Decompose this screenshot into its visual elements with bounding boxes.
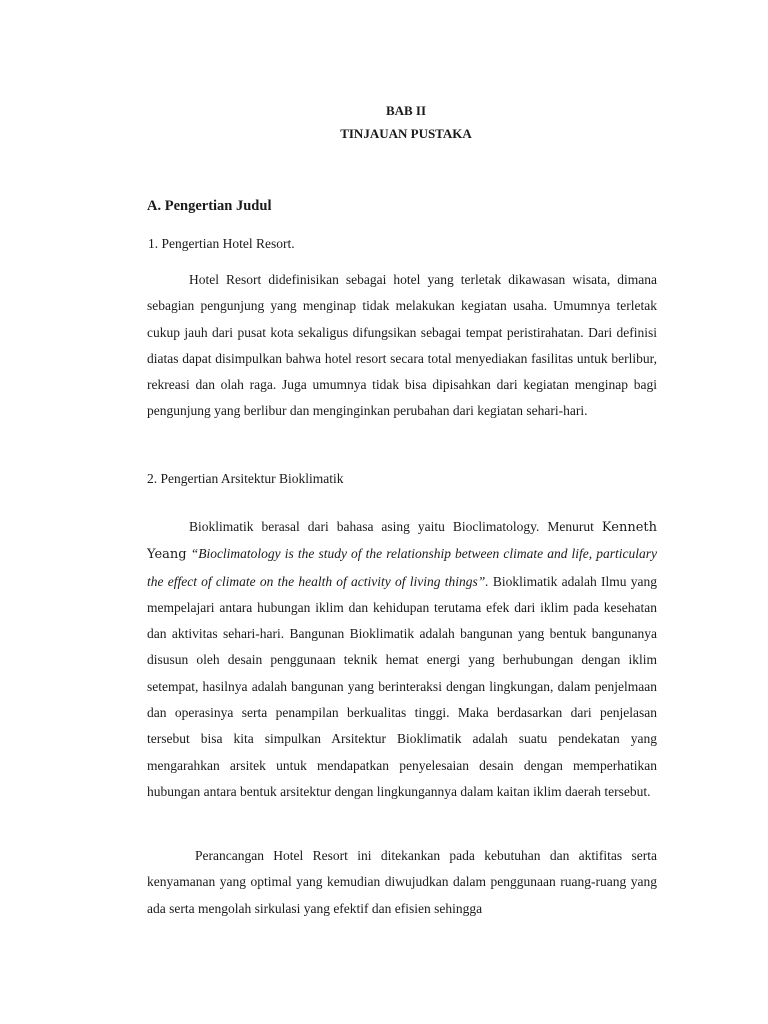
paragraph-hotel-resort: Hotel Resort didefinisikan sebagai hotel yang terletak dikawasan wisata, dimana sebagian pengunjung yang menginap tidak melakukan kegiatan usaha. Umumnya terletak cukup jauh dari pusat kota sekaligus difungsikan sebagai tempat peristirahatan. Dari definisi diatas dapat disimpulkan bahwa hotel resort secara total menyediakan fasilitas untuk berlibur, rekreasi dan olah raga. Juga umumnya tidak bisa dipisahkan dari kegiatan menginap bagi pengunjung yang berlibur dan menginginkan perubahan dari kegiatan sehari-hari.	[147, 272, 657, 419]
definition-quote: “Bioclimatology is the study of the relationship between climate and life, particulary the effect of climate on the health of activity of living things”.	[147, 546, 657, 589]
paragraph-bioklimatik	[147, 514, 657, 805]
section-heading: A. Pengertian Judul	[147, 198, 272, 214]
subsection-heading-bioklimatik: 2. Pengertian Arsitektur Bioklimatik	[147, 471, 344, 486]
subsection-heading-hotel-resort: 1. Pengertian Hotel Resort.	[148, 236, 295, 251]
paragraph-lead-text: Bioklimatik berasal dari bahasa asing yaitu Bioclimatology. Menurut	[189, 519, 594, 534]
paragraph-body-text: Bioklimatik adalah Ilmu yang mempelajari antara hubungan iklim dan kehidupan terutama efek dari iklim pada kesehatan dan aktivitas sehari-hari. Bangunan Bioklimatik adalah bangunan yang bentuk bangunanya disusun oleh desain penggunaan teknik hemat energi yang berhubungan dengan iklim setempat, hasilnya adalah bangunan yang berinteraksi dengan lingkungan, dalam penjelmaan dan operasinya serta penampilan berkualitas tinggi. Maka berdasarkan dari penjelasan tersebut bisa kita simpulkan Arsitektur Bioklimatik adalah suatu pendekatan yang mengarahkan arsitek untuk mendapatkan penyelesaian desain dengan memperhatikan hubungan antara bentuk arsitektur dengan lingkungannya dalam kaitan iklim daerah tersebut.	[147, 573, 658, 799]
chapter-title: TINJAUAN PUSTAKA	[340, 126, 472, 141]
paragraph-perancangan: Perancangan Hotel Resort ini ditekankan pada kebutuhan dan aktifitas serta kenyamanan yang optimal yang kemudian diwujudkan dalam penggunaan ruang-ruang yang ada serta mengolah sirkulasi yang efektif dan efisien sehingga	[147, 848, 657, 916]
author-name: Kenneth Yeang	[147, 520, 657, 563]
chapter-number: BAB II	[385, 103, 427, 118]
